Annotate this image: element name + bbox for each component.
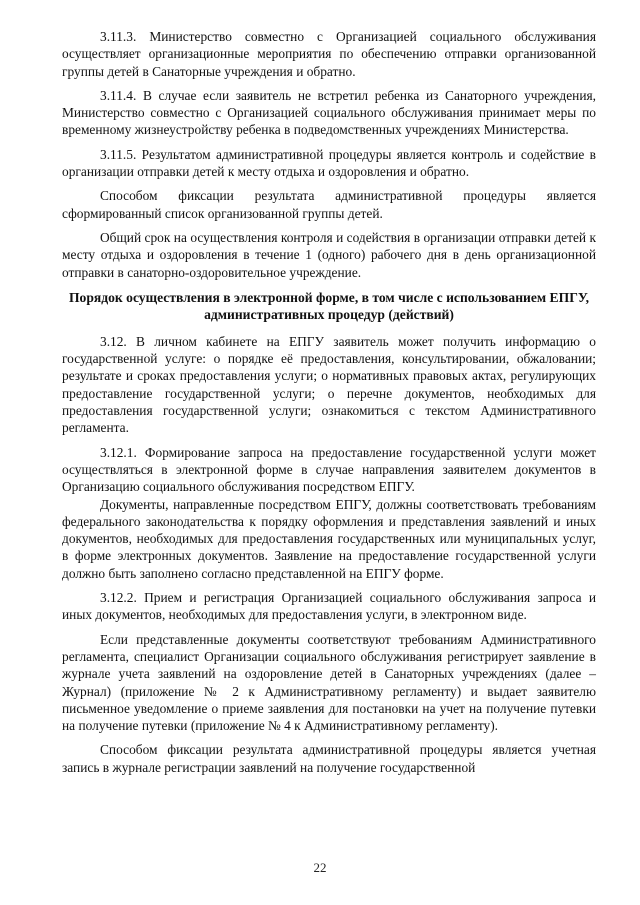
paragraph-3-12-2: 3.12.2. Прием и регистрация Организацией социального обслуживания запроса и иных документов, необходимых для предоставления услуги, в электронном виде. <box>62 590 596 623</box>
paragraph-documents-requirements: Документы, направленные посредством ЕПГУ, должны соответствовать требованиям федерального законодательства к порядку оформления и представления заявлений и иных документов, необходимых для предоставления государственных или муниципальных услуг, в форме электронных документов. Заявление на предоставление государственной услуги должно быть заполнено согласно представленной на ЕПГУ форме. <box>62 496 596 581</box>
paragraph-3-11-3: 3.11.3. Министерство совместно с Организацией социального обслуживания осуществляет организационные мероприятия по обеспечению отправки организованной группы детей в Санаторные учреждения и обратно. <box>62 29 596 79</box>
paragraph-total-term: Общий срок на осуществления контроля и содействия в организации отправки детей к месту отдыха и оздоровления в течение 1 (одного) рабочего дня в день организационной отправки в санаторно-оздоровительное учреждение. <box>62 229 596 280</box>
paragraph-fixation-method: Способом фиксации результата административной процедуры является сформированный список организованной группы детей. <box>62 188 596 221</box>
paragraph-fixation-record: Способом фиксации результата административной процедуры является учетная запись в журнале регистрации заявлений на получение государственной <box>62 742 596 775</box>
page-number: 22 <box>313 860 327 875</box>
paragraph-3-12-1: 3.12.1. Формирование запроса на предоставление государственной услуги может осуществляться в электронной форме в случае направления заявителем документов в Организацию социального обслуживания посредством ЕПГУ. <box>62 444 596 495</box>
document-page <box>62 28 596 783</box>
section-heading: Порядок осуществления в электронной форме, в том числе с использованием ЕПГУ, административных процедур (действий) <box>68 289 590 323</box>
paragraph-3-11-5: 3.11.5. Результатом административной процедуры является контроль и содействие в организации отправки детей к месту отдыха и оздоровления и обратно. <box>62 146 596 180</box>
paragraph-3-12: 3.12. В личном кабинете на ЕПГУ заявитель может получить информацию о государственной услуге: о порядке её предоставления, консультировании, обжаловании; результате и сроках предоставления услуги; о нормативных правовых актах, регулирующих предоставление государственной услуги; о перечне документов, необходимых для предоставления государственной услуги; ознакомиться с текстом Административного регламента. <box>62 333 596 436</box>
paragraph-3-11-4: 3.11.4. В случае если заявитель не встретил ребенка из Санаторного учреждения, Министерство совместно с Организацией социального обслуживания принимает меры по временному жизнеустройству ребенка в подведомственных учреждениях Министерства. <box>62 87 596 138</box>
paragraph-registration: Если представленные документы соответствуют требованиям Административного регламента, специалист Организации социального обслуживания регистрирует заявление в журнале учета заявлений на оздоровление детей в Санаторных учреждениях (далее – Журнал) (приложение № 2 к Административному регламенту) и выдает заявителю письменное уведомление о приеме заявления для постановки на учет на получение путевки на получение путевки (приложение № 4 к Административному регламенту). <box>62 631 596 734</box>
